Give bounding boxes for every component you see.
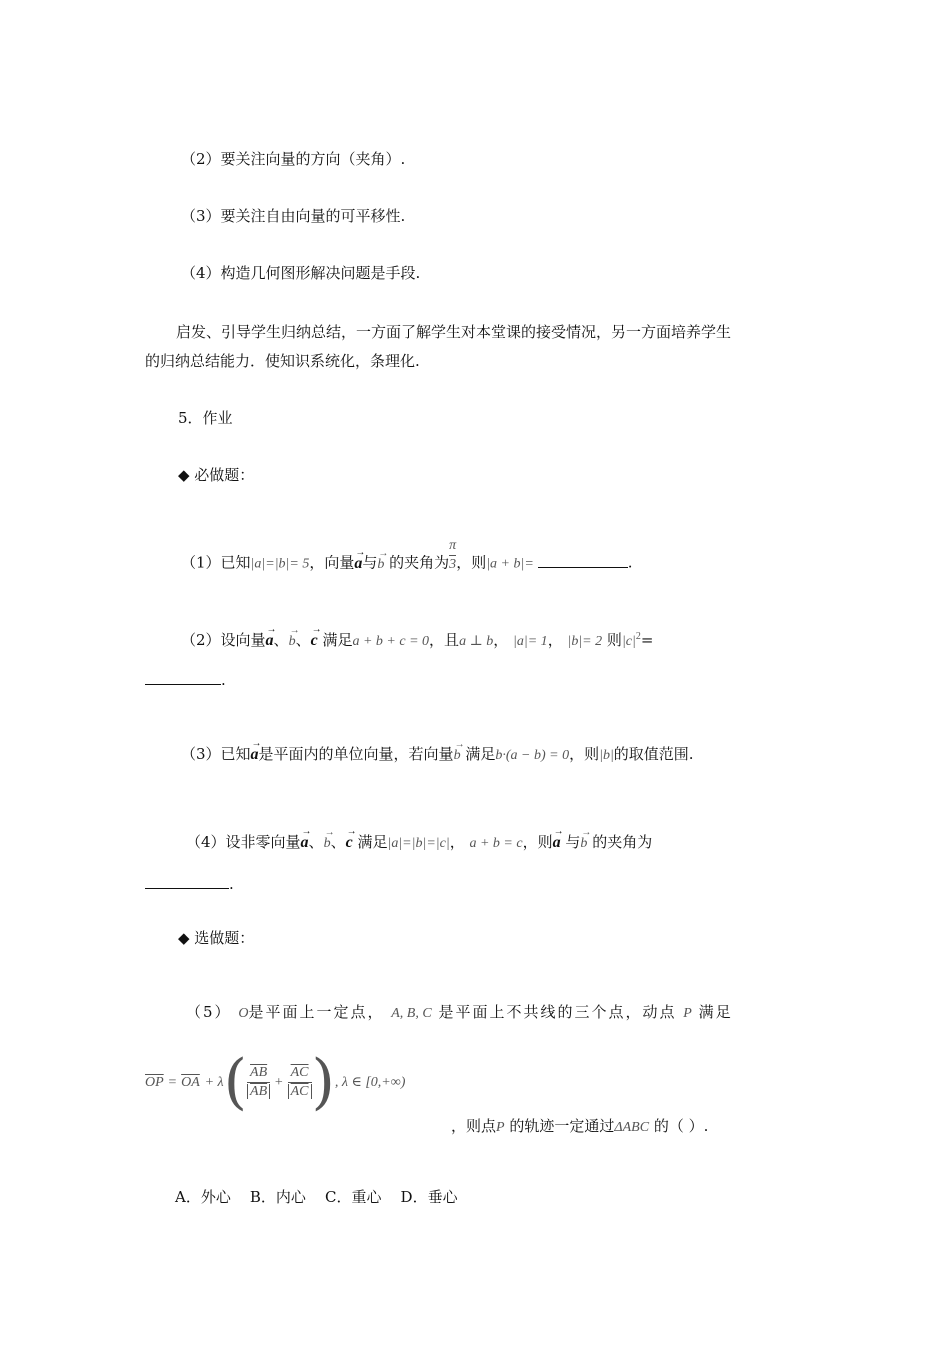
q2-magnitude-c: |c| — [621, 634, 636, 649]
q2-sum-equation: a + b + c = 0 — [352, 634, 430, 649]
q3-text-2: 满足 — [465, 745, 496, 763]
question-1 — [181, 538, 633, 582]
q3-vector-a: → a — [251, 745, 259, 765]
formula-op: $\overline{OP}$ — [145, 1075, 164, 1090]
q3-text-3: ，则 — [569, 745, 600, 763]
required-label: ◆ 必做题： — [178, 466, 255, 484]
q4-text-1: 满足 — [357, 833, 388, 851]
formula-oa: $\overline{OA}$ — [181, 1075, 200, 1090]
q4-answer-line — [145, 874, 234, 894]
q2-vector-a: → a — [266, 631, 274, 651]
item-4: （4）构造几何图形解决问题是手段. — [181, 264, 421, 282]
q1-prefix: （1）已知 — [181, 553, 251, 572]
q5-text-6: 的（ ）. — [653, 1117, 709, 1135]
q1-vector-b: → b — [377, 555, 384, 575]
q4-text-4: 的夹角为 — [592, 833, 653, 851]
q1-expression: |a + b|= — [486, 556, 534, 572]
q2-comma: ， — [493, 631, 509, 649]
q2-text-2: ，且 — [429, 631, 460, 649]
q3-magnitude-b: |b| — [599, 748, 614, 763]
q1-text-1: ，向量 — [309, 553, 355, 572]
q1-angle-fraction — [449, 537, 456, 574]
q5-triangle: ΔABC — [614, 1120, 650, 1135]
q4-prefix: （4）设非零向量 — [186, 833, 301, 851]
q2-square: 2 — [635, 631, 641, 642]
q4-comma: ， — [449, 833, 465, 851]
q4-sep-2: 、 — [330, 833, 346, 851]
q5-points-abc: A, B, C — [391, 1006, 432, 1021]
summary-line-2: 的归纳总结能力．使知识系统化，条理化. — [145, 352, 420, 370]
q4-sep-1: 、 — [308, 833, 324, 851]
q1-three: 3 — [449, 557, 457, 572]
formula-fraction-ab — [247, 1064, 270, 1101]
formula-lambda-range: , λ ∈ [0,+∞) — [334, 1075, 406, 1090]
q3-vector-b: → b — [454, 746, 461, 766]
q5-text-5: 的轨迹一定通过 — [509, 1117, 615, 1135]
q1-condition: |a|=|b|= 5 — [250, 556, 310, 572]
q4-equal-magnitudes: |a|=|b|=|c| — [387, 836, 450, 851]
formula-ab-magnitude: AB — [247, 1084, 270, 1099]
question-4 — [186, 832, 652, 854]
q5-text-3: 满足 — [698, 1003, 733, 1021]
q4-text-3: 与 — [565, 833, 581, 851]
q3-text-1: 是平面内的单位向量，若向量 — [258, 745, 454, 763]
q2-text-3: 则 — [606, 631, 622, 649]
q2-equals: = — [640, 631, 654, 649]
optional-label: ◆ 选做题： — [178, 929, 255, 947]
q2-comma-2: ， — [547, 631, 563, 649]
q4-end: . — [229, 875, 234, 893]
q2-answer-blank[interactable] — [145, 670, 221, 685]
q2-perpendicular: a ⊥ b — [459, 634, 494, 649]
item-2: （2）要关注向量的方向（夹角）. — [181, 150, 406, 168]
question-2 — [181, 627, 653, 652]
q1-pi: π — [449, 538, 457, 553]
q1-vector-a: → a — [354, 554, 362, 574]
q2-vector-b: → b — [289, 632, 296, 652]
q4-vector-a: → a — [301, 833, 309, 853]
formula-ab-denominator — [247, 1082, 270, 1101]
q4-text-2: ，则 — [522, 833, 553, 851]
formula-plus-lambda: + λ — [204, 1075, 224, 1090]
q3-prefix: （3）已知 — [181, 745, 251, 763]
q5-prefix: （5） — [186, 1003, 232, 1021]
q2-answer-line — [145, 670, 226, 690]
q3-expression: b·(a − b) = 0 — [495, 748, 570, 763]
q2-end: . — [221, 671, 226, 689]
q4-answer-blank[interactable] — [145, 874, 229, 889]
formula-ac-numerator: $\overline{AC}$ — [290, 1064, 309, 1080]
summary-line-1: 启发、引导学生归纳总结，一方面了解学生对本堂课的接受情况，另一方面培养学生 — [176, 323, 732, 341]
q2-vector-c: → c — [311, 631, 318, 651]
formula-ac-denominator — [288, 1082, 312, 1101]
q5-point-p: P — [683, 1006, 692, 1021]
formula-left-paren: ( — [223, 1047, 248, 1117]
q1-text-4: ，则 — [456, 553, 487, 572]
homework-heading: 5．作业 — [178, 409, 233, 427]
q2-text-1: 满足 — [322, 631, 353, 649]
q4-vector-c: → c — [346, 833, 353, 853]
formula-right-paren: ) — [311, 1047, 335, 1117]
q5-text-4: ，则点 — [451, 1117, 497, 1135]
formula-fraction-ac — [288, 1064, 312, 1101]
q5-formula — [145, 1047, 406, 1117]
q1-end: . — [627, 553, 633, 572]
q2-sep-1: 、 — [273, 631, 289, 649]
item-3: （3）要关注自由向量的可平移性. — [181, 207, 406, 225]
question-5 — [186, 1002, 733, 1024]
q1-text-2: 与 — [362, 553, 378, 572]
q4-sum-equation: a + b = c — [469, 836, 523, 851]
formula-ab-numerator: $\overline{AB}$ — [250, 1064, 268, 1080]
q4-vector-b-2: → b — [580, 834, 587, 854]
q5-text-1: 是平面上一定点， — [248, 1003, 385, 1021]
q4-vector-b: → b — [324, 834, 331, 854]
formula-ac-magnitude: AC — [288, 1084, 312, 1099]
q5-text-2: 是平面上不共线的三个点，动点 — [438, 1003, 677, 1021]
q2-magnitude-a: |a|= 1 — [513, 634, 548, 649]
q1-text-3: 的夹角为 — [389, 553, 450, 572]
q3-text-4: 的取值范围. — [613, 745, 694, 763]
q5-conclusion — [451, 1116, 708, 1138]
formula-plus: + — [274, 1075, 283, 1090]
formula-equals: = — [168, 1075, 177, 1090]
q1-answer-blank[interactable] — [538, 553, 628, 568]
question-3 — [181, 744, 694, 766]
q5-point-p-2: P — [496, 1120, 505, 1135]
q5-point-o: O — [238, 1006, 249, 1021]
q2-sep-2: 、 — [295, 631, 311, 649]
q5-options: A．外心 B．内心 C．重心 D．垂心 — [175, 1188, 458, 1206]
q2-prefix: （2）设向量 — [181, 631, 266, 649]
q2-magnitude-b: |b|= 2 — [567, 634, 603, 649]
q4-vector-a-2: → a — [553, 833, 561, 853]
